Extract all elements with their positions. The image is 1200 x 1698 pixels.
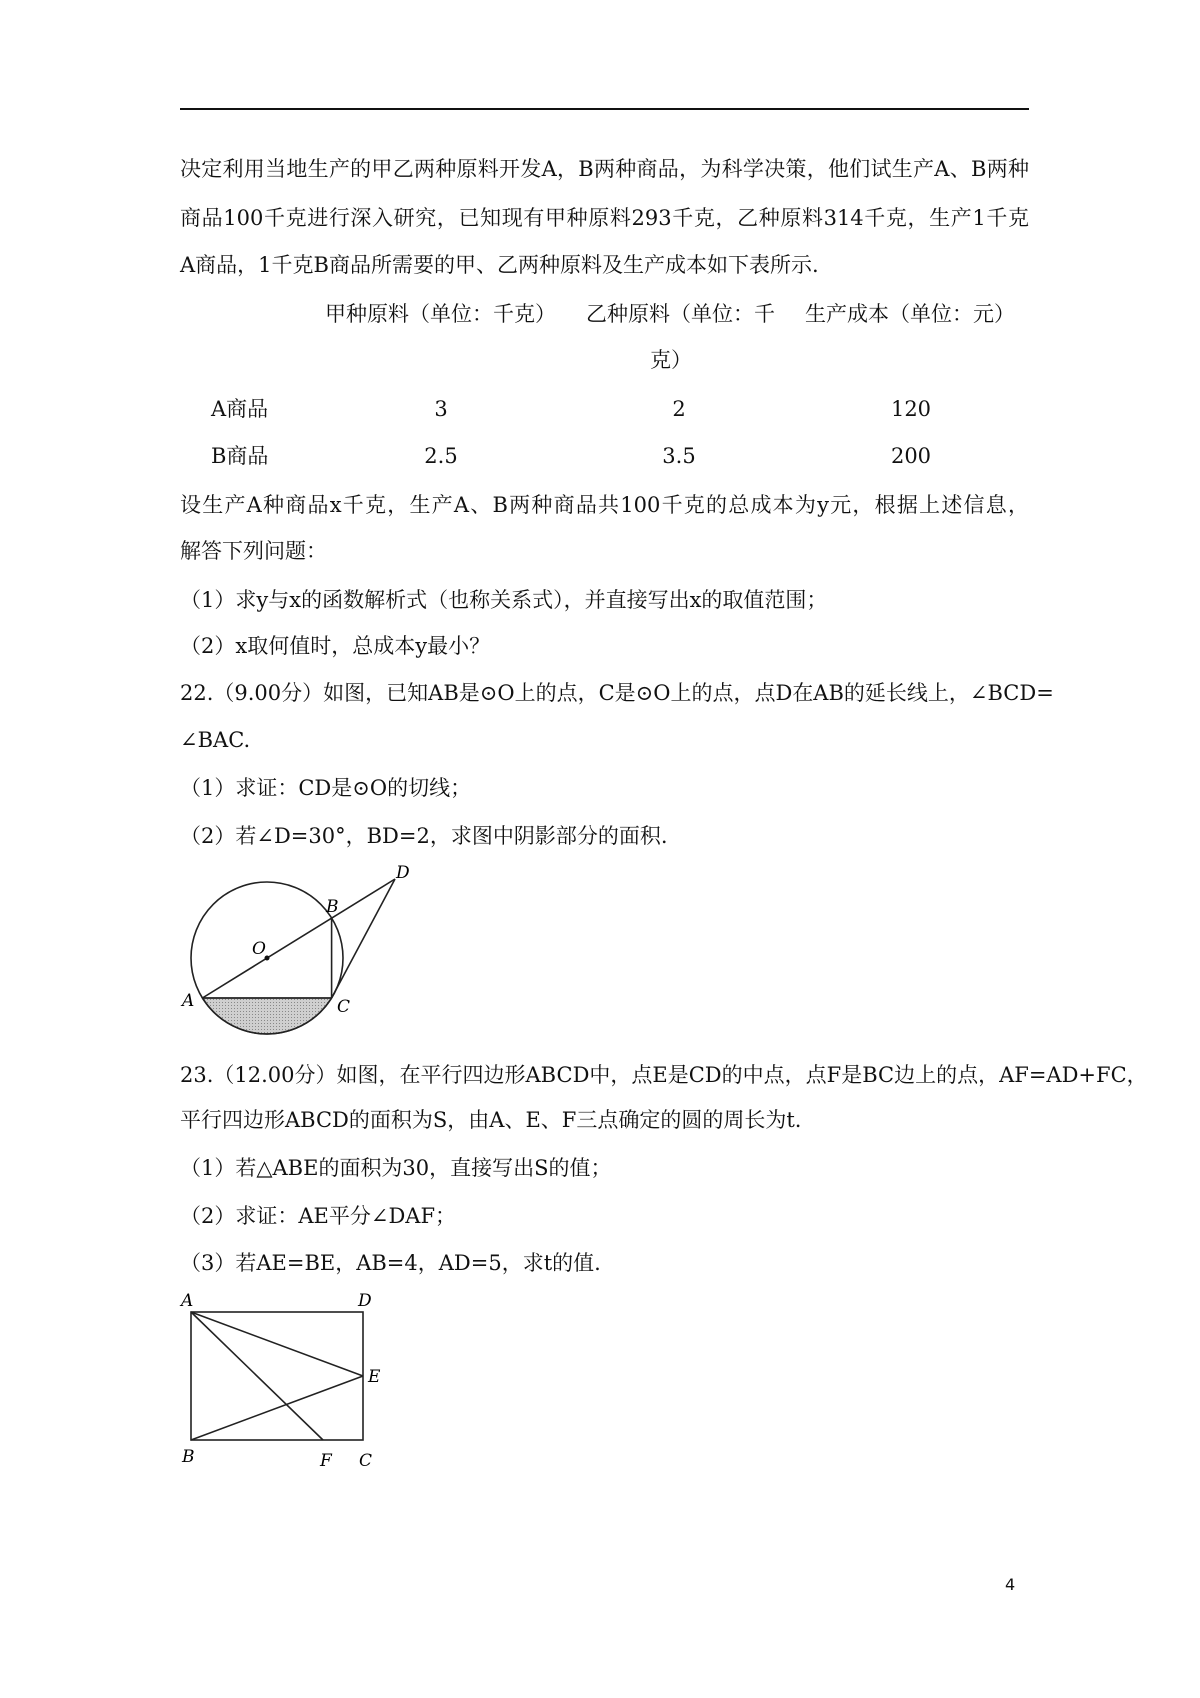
- table-cell: 3.5: [662, 444, 696, 468]
- table-header: 乙种原料（单位：千: [586, 302, 775, 326]
- label-b: B: [182, 1447, 195, 1467]
- q21-text-line: 解答下列问题：: [180, 539, 327, 563]
- label-c: C: [359, 1451, 373, 1471]
- rectangle-abcd: [191, 1312, 363, 1440]
- table-cell: 3: [434, 397, 448, 421]
- line-af: [191, 1312, 323, 1440]
- q22-part-2: （2）若∠D=30°，BD=2，求图中阴影部分的面积.: [180, 824, 668, 848]
- q21-part-1: （1）求y与x的函数解析式（也称关系式），并直接写出x的取值范围；: [180, 588, 828, 612]
- line-ae: [191, 1312, 363, 1376]
- q23-part-1: （1）若△ABE的面积为30，直接写出S的值；: [180, 1156, 612, 1180]
- table-cell: 120: [890, 397, 932, 421]
- table-header: 甲种原料（单位：千克）: [325, 302, 556, 326]
- label-o: O: [252, 939, 266, 959]
- label-d: D: [358, 1291, 372, 1311]
- label-a: A: [182, 991, 195, 1011]
- q22-text-line: ∠BAC.: [180, 728, 251, 752]
- q22-part-1: （1）求证：CD是⊙O的切线；: [180, 776, 472, 800]
- label-f: F: [320, 1451, 332, 1471]
- table-cell: 2: [672, 397, 686, 421]
- page-number: 4: [1005, 1575, 1016, 1594]
- q21-text-line: 商品100千克进行深入研究，已知现有甲种原料293千克，乙种原料314千克，生产1千克: [180, 206, 1029, 230]
- q21-text-line: A商品，1千克B商品所需要的甲、乙两种原料及生产成本如下表所示.: [180, 253, 819, 277]
- q23-part-3: （3）若AE=BE，AB=4，AD=5，求t的值.: [180, 1251, 601, 1275]
- q21-text-line: 决定利用当地生产的甲乙两种原料开发A，B两种商品，为科学决策，他们试生产A、B两种: [180, 157, 1029, 181]
- label-d: D: [396, 863, 410, 883]
- label-c: C: [337, 997, 351, 1017]
- q23-text-line: 23.（12.00分）如图，在平行四边形ABCD中，点E是CD的中点，点F是BC边上的点，AF=AD+FC，: [180, 1063, 1148, 1087]
- table-row-label: A商品: [211, 397, 269, 421]
- table-header-wrap: 克）: [650, 348, 692, 372]
- table-header: 生产成本（单位：元）: [805, 302, 1015, 326]
- table-cell: 2.5: [424, 444, 458, 468]
- q22-text-line: 22.（9.00分）如图，已知AB是⊙O上的点，C是⊙O上的点，点D在AB的延长线上，∠BCD=: [180, 681, 1054, 705]
- label-a: A: [181, 1291, 194, 1311]
- q23-part-2: （2）求证：AE平分∠DAF；: [180, 1204, 457, 1228]
- table-row-label: B商品: [211, 444, 269, 468]
- table-cell: 200: [890, 444, 932, 468]
- q21-text-line: 设生产A种商品x千克，生产A、B两种商品共100千克的总成本为y元，根据上述信息，: [180, 493, 1029, 517]
- label-b: B: [326, 897, 339, 917]
- line-be: [191, 1376, 363, 1440]
- q21-part-2: （2）x取何值时，总成本y最小？: [180, 634, 491, 658]
- label-e: E: [368, 1367, 381, 1387]
- q23-text-line: 平行四边形ABCD的面积为S，由A、E、F三点确定的圆的周长为t.: [180, 1108, 802, 1132]
